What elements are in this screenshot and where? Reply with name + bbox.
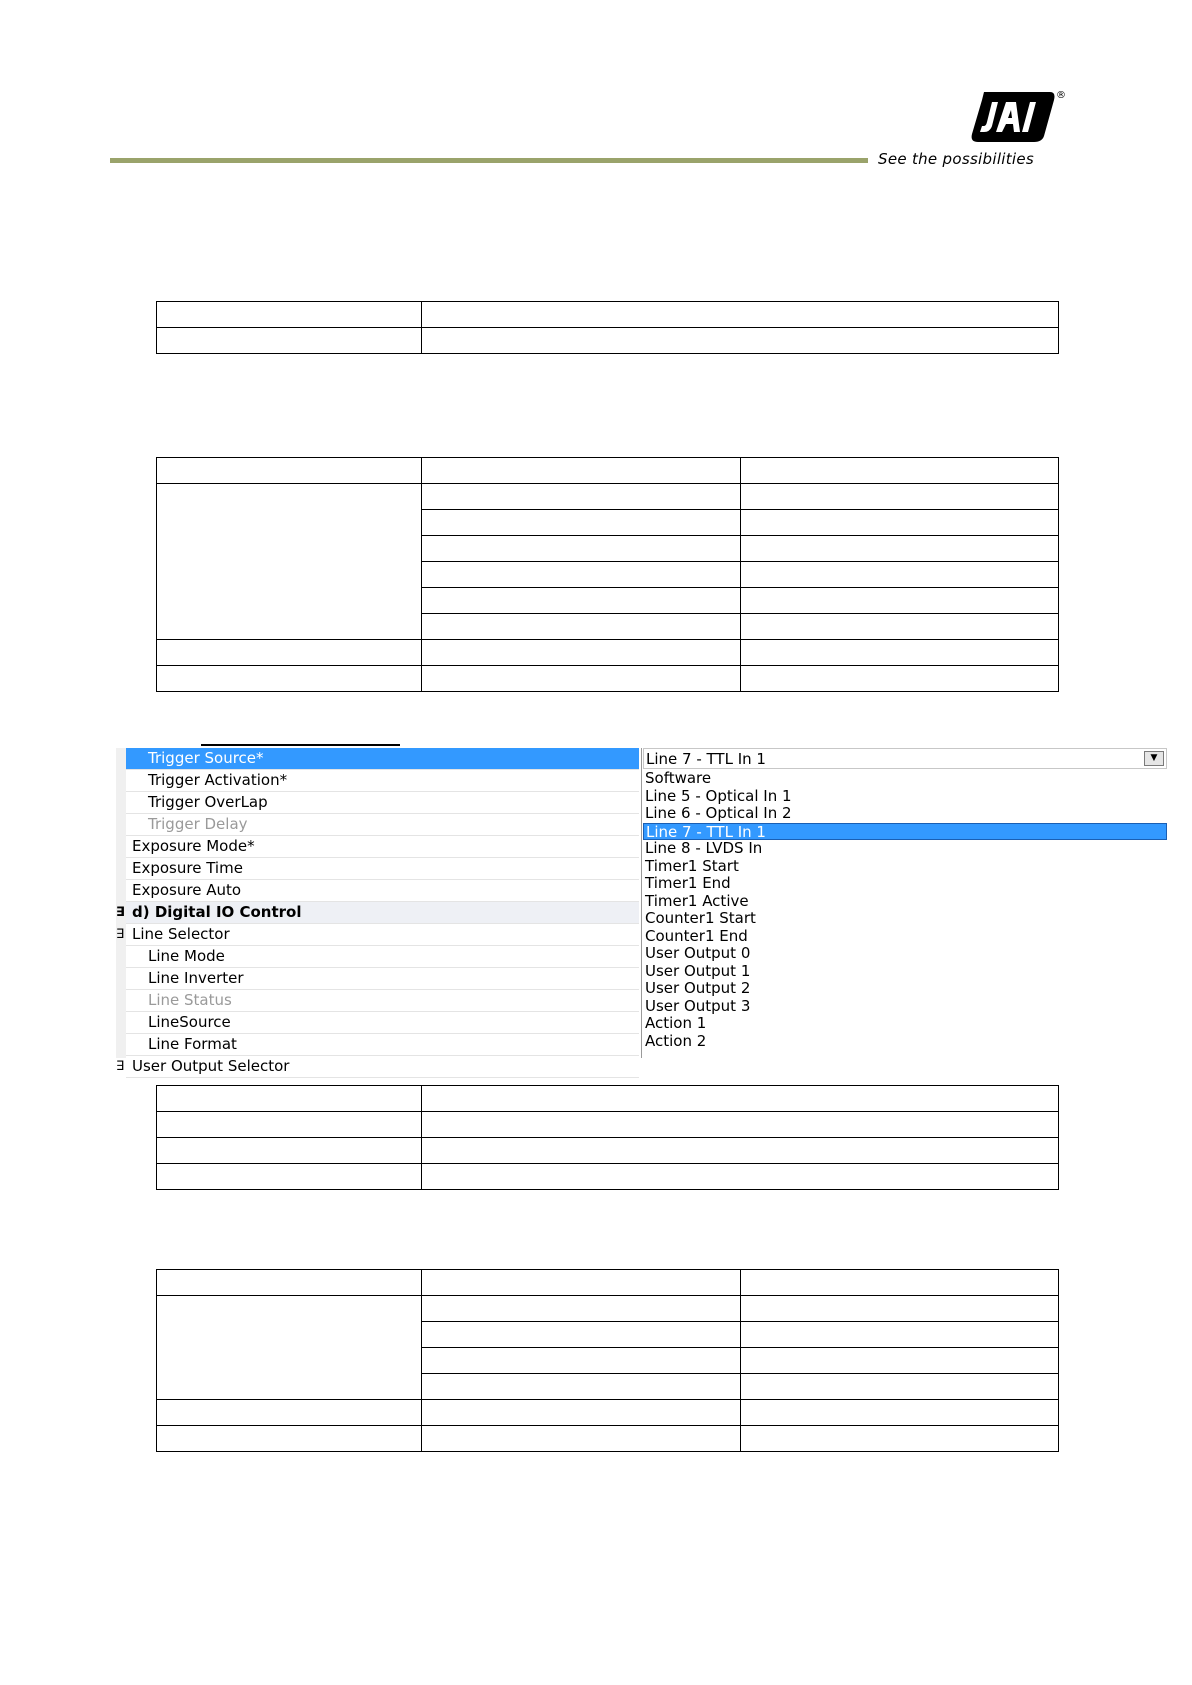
property-grid-screenshot	[116, 743, 1158, 1075]
property-row[interactable]	[116, 1056, 639, 1078]
property-label: Line Inverter	[148, 969, 244, 987]
table-row	[157, 640, 1059, 666]
property-label: Exposure Time	[132, 859, 243, 877]
property-label: Line Format	[148, 1035, 237, 1053]
table-row	[157, 1296, 1059, 1322]
dropdown-option[interactable]: Timer1 End	[645, 874, 731, 892]
property-row[interactable]	[126, 968, 639, 990]
table-1	[156, 301, 1059, 354]
dropdown-option[interactable]: User Output 2	[645, 979, 751, 997]
expand-toggle-icon[interactable]: ∃	[116, 1059, 125, 1074]
table-row	[157, 1426, 1059, 1452]
table-3	[156, 1085, 1059, 1190]
property-label: Line Mode	[148, 947, 225, 965]
dropdown-option[interactable]: Line 8 - LVDS In	[645, 839, 763, 857]
property-label: Exposure Mode*	[132, 837, 255, 855]
tagline: See the possibilities	[878, 150, 1035, 168]
table-row	[157, 1138, 1059, 1164]
property-row[interactable]	[126, 836, 639, 858]
registered-mark: ®	[1056, 90, 1066, 101]
table-row	[157, 458, 1059, 484]
dropdown-option[interactable]: User Output 1	[645, 961, 751, 980]
property-label: Trigger Source*	[148, 749, 264, 767]
dropdown-option[interactable]: Counter1 End	[645, 926, 748, 945]
jai-logo	[970, 88, 1056, 144]
property-row[interactable]	[126, 814, 639, 836]
column-divider[interactable]	[641, 748, 642, 1058]
dropdown-option[interactable]: Line 6 - Optical In 2	[645, 804, 792, 822]
property-row[interactable]	[126, 770, 639, 792]
table-row	[157, 1086, 1059, 1112]
dropdown-option[interactable]: User Output 3	[645, 996, 751, 1015]
dropdown-option[interactable]: Action 2	[645, 1031, 707, 1050]
property-row[interactable]	[126, 1034, 639, 1056]
property-row[interactable]	[126, 858, 639, 880]
property-label: Line Selector	[132, 925, 230, 943]
table-row	[157, 666, 1059, 692]
table-row	[157, 1164, 1059, 1190]
property-label: Line Status	[148, 991, 232, 1009]
dropdown-option[interactable]: Software	[645, 769, 712, 787]
dropdown-option[interactable]: Action 1	[645, 1014, 707, 1032]
property-tree	[116, 748, 639, 1078]
property-label: User Output Selector	[132, 1057, 290, 1075]
dropdown-option[interactable]: Timer1 Start	[645, 856, 739, 875]
property-row[interactable]	[126, 1012, 639, 1034]
table-row	[157, 484, 1059, 510]
table-row	[157, 302, 1059, 328]
chevron-down-icon[interactable]: ▼	[1144, 751, 1164, 766]
property-label: Trigger Activation*	[148, 771, 288, 789]
dropdown-option[interactable]: Line 5 - Optical In 1	[645, 786, 792, 805]
table-4	[156, 1269, 1059, 1452]
expand-toggle-icon[interactable]: ∃	[116, 905, 125, 920]
header-rule	[110, 158, 868, 163]
table-2	[156, 457, 1059, 692]
property-row[interactable]	[126, 792, 639, 814]
property-row[interactable]	[116, 902, 639, 924]
dropdown-option[interactable]: Timer1 Active	[645, 891, 749, 910]
property-row[interactable]	[126, 990, 639, 1012]
property-row[interactable]	[116, 924, 639, 946]
table-row	[157, 1270, 1059, 1296]
dropdown-option[interactable]: User Output 0	[645, 944, 751, 962]
dropdown-option[interactable]: Line 7 - TTL In 1	[643, 823, 1167, 841]
table-row	[157, 1112, 1059, 1138]
table-row	[157, 1400, 1059, 1426]
property-label: LineSource	[148, 1013, 231, 1031]
trigger-source-combobox[interactable]	[643, 748, 1167, 769]
expand-toggle-icon[interactable]: ∃	[116, 927, 125, 942]
property-label: Exposure Auto	[132, 881, 242, 899]
property-row[interactable]	[126, 880, 639, 902]
dropdown-option[interactable]: Counter1 Start	[645, 909, 756, 927]
combobox-value: Line 7 - TTL In 1	[646, 750, 766, 768]
property-label: Trigger Delay	[148, 815, 248, 833]
table-row	[157, 328, 1059, 354]
property-label: d) Digital IO Control	[132, 903, 302, 921]
trigger-source-dropdown-list	[643, 770, 1167, 1050]
property-label: Trigger OverLap	[148, 793, 268, 811]
property-row[interactable]	[126, 946, 639, 968]
property-row[interactable]	[126, 748, 639, 770]
